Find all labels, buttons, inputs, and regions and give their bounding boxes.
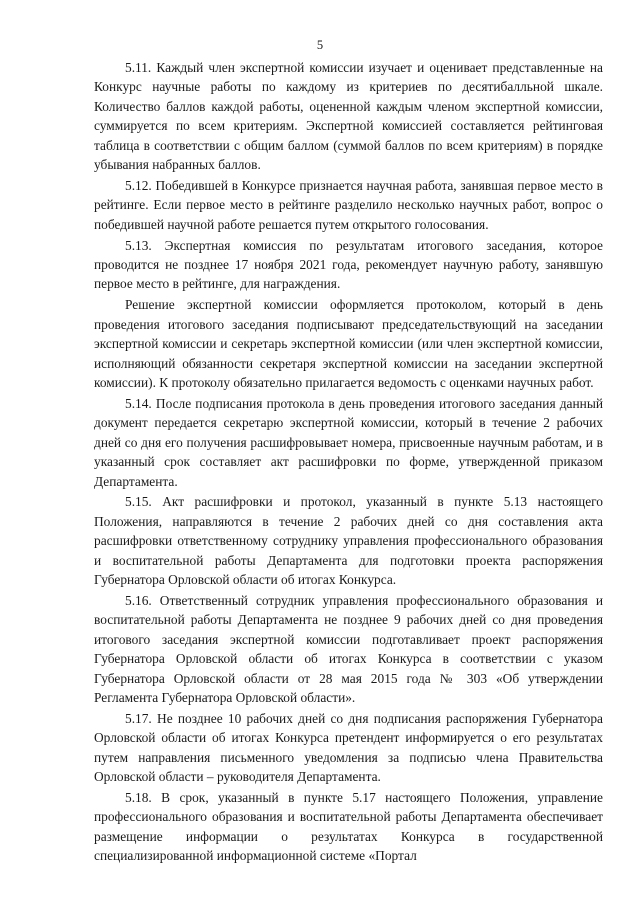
paragraph-5-15: 5.15. Акт расшифровки и протокол, указанный в пункте 5.13 настоящего Положения, направляются в течение 2 рабочих дней со дня составления акта расшифровки ответственному сотруднику управления профессионального образования и воспитательной работы Департамента для подготовки проекта распоряжения Губернатора Орловской области об итогах Конкурса. — [94, 494, 603, 588]
paragraph-5-17: 5.17. Не позднее 10 рабочих дней со дня подписания распоряжения Губернатора Орловской области об итогах Конкурса претендент информируется о его результатах путем направления письменного уведомления за подписью члена Правительства Орловской области – руководителя Департамента. — [94, 710, 603, 785]
paragraph-protocol-decision: Решение экспертной комиссии оформляется протоколом, который в день проведения итогового заседания подписывают председательствующий на заседании экспертной комиссии и секретарь экспертной комиссии (или член экспертной комиссии, исполняющий обязанности секретаря экспертной комиссии на заседании экспертной комиссии). К протоколу обязательно прилагается ведомость с оценками научных работ. — [94, 297, 603, 390]
paragraph-5-14: 5.14. После подписания протокола в день проведения итогового заседания данный документ передается секретарю экспертной комиссии, который в течение 2 рабочих дней со дня его получения расшифровывает номера, присвоенные научным работам, и в указанный срок составляет акт расшифровки по форме, утвержденной приказом Департамента. — [94, 395, 603, 489]
paragraph-5-13: 5.13. Экспертная комиссия по результатам итогового заседания, которое проводится не позднее 17 ноября 2021 года, рекомендует научную работу, занявшую первое место в рейтинге, для награждения. — [94, 237, 603, 292]
paragraph-5-11: 5.11. Каждый член экспертной комиссии изучает и оценивает представленные на Конкурс научные работы по каждому из критериев по десятибалльной шкале. Количество баллов каждой работы, оцененной каждым членом экспертной комиссии, суммируется по всем критериям. Экспертной комиссией составляется рейтинговая таблица в соответствии с общим баллом (суммой баллов по всем критериям) в порядке убывания набранных баллов. — [94, 60, 603, 173]
paragraph-5-16: 5.16. Ответственный сотрудник управления профессионального образования и воспитательной работы Департамента не позднее 9 рабочих дней со дня проведения итогового заседания экспертной комиссии подготавливает проект распоряжения Губернатора Орловской области об итогах Конкурса в соответствии с указом Губернатора Орловской области от 28 мая 2015 года № 303 «Об утверждении Регламента Губернатора Орловской области». — [94, 592, 603, 705]
paragraph-5-12: 5.12. Победившей в Конкурсе признается научная работа, занявшая первое место в рейтинге. Если первое место в рейтинге разделило несколько научных работ, вопрос о победившей научной работе решается путем открытого голосования. — [94, 177, 603, 232]
document-body — [94, 58, 603, 867]
paragraph-5-18: 5.18. В срок, указанный в пункте 5.17 настоящего Положения, управление профессионального образования и воспитательной работы Департамента обеспечивает размещение информации о результатах Конкурса в государственной специализированной информационной системе «Портал — [94, 790, 603, 864]
page-number: 5 — [316, 38, 324, 52]
